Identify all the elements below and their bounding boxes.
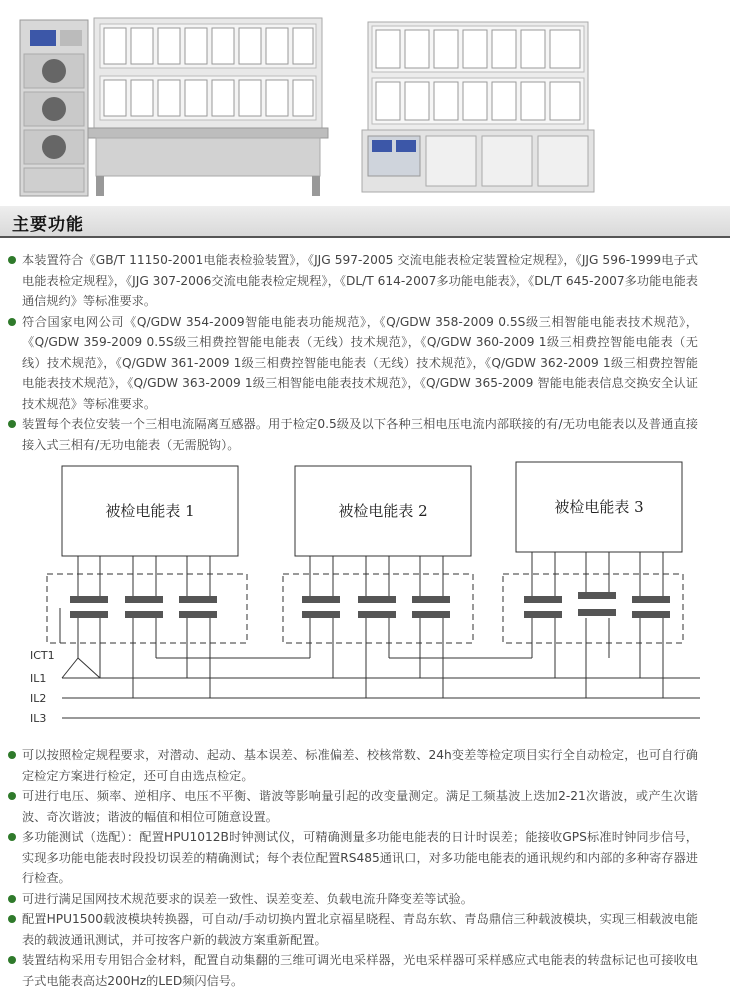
ct-group-1 [47, 574, 247, 643]
il1-label: IL1 [30, 672, 47, 685]
feature-list-bottom [8, 745, 698, 991]
feature-text: 可进行电压、频率、逆相序、电压不平衡、谐波等影响量引起的改变量测定。满足工频基波上迭加2-21次谐波，或产生次谐波、奇次谐波；谐波的幅值和相位可随意设置。 [22, 789, 698, 824]
list-item [8, 909, 698, 950]
bullet-icon [8, 833, 16, 841]
meter-label-2: 被检电能表 2 [338, 502, 428, 520]
bullet-icon [8, 256, 16, 264]
bullet-icon [8, 420, 16, 428]
bullet-icon [8, 915, 16, 923]
section-title: 主要功能 [12, 215, 84, 235]
il2-label: IL2 [30, 692, 47, 705]
bullet-icon [8, 956, 16, 964]
product-photo-illustration [0, 0, 730, 205]
list-item [8, 786, 698, 827]
list-item [8, 889, 698, 910]
section-header [0, 206, 730, 238]
bullet-icon [8, 792, 16, 800]
feature-text: 可以按照检定规程要求，对潜动、起动、基本误差、标准偏差、校核常数、24h变差等检定项目实行全自动检定，也可自行确定检定方案进行检定，还可自由选点检定。 [22, 748, 698, 783]
list-item [8, 950, 698, 991]
list-item [8, 745, 698, 786]
il3-label: IL3 [30, 712, 47, 725]
feature-text: 本装置符合《GB/T 11150-2001电能表检验装置》，《JJG 597-2005 交流电能表检定装置检定规程》，《JJG 596-1999电子式电能表检定规程》，《JJG 307-2006交流电能表检定规程》，《DL/T 614-2007多功能电能表》，《DL/T 645-2007多功能电能表通信规约》等标准要求。 [22, 253, 698, 308]
meter-label-3: 被检电能表 3 [554, 498, 644, 516]
bullet-icon [8, 895, 16, 903]
ict-label: ICT1 [30, 649, 55, 662]
feature-list-top [8, 250, 698, 455]
feature-text: 符合国家电网公司《Q/GDW 354-2009智能电能表功能规范》，《Q/GDW 358-2009 0.5S级三相智能电能表技术规范》，《Q/GDW 359-2009 0.5S级三相费控智能电能表（无线）技术规范》，《Q/GDW 360-2009 1级三相费控智能电能表（无线）技术规范》，《Q/GDW 361-2009 1级三相费控智能电能表（无线）技术规范》，《Q/GDW 362-2009 1级三相费控智能电能表技术规范》，《Q/GDW 363-2009 1级三相智能电能表技术规范》，《Q/GDW 365-2009 智能电能表信息交换安全认证技术规范》等标准要求。 [22, 314, 698, 411]
list-item [8, 414, 698, 455]
list-item [8, 250, 698, 312]
feature-text: 装置每个表位安装一个三相电流隔离互感器。用于检定0.5级及以下各种三相电压电流内部联接的有/无功电能表以及普通直接接入式三相有/无功电能表（无需脱钩）。 [22, 417, 698, 452]
feature-text: 装置结构采用专用铝合金材料，配置自动集翻的三维可调光电采样器，光电采样器可采样感应式电能表的转盘标记也可接收电子式电能表高达200Hz的LED频闪信号。 [22, 953, 698, 988]
bullet-icon [8, 318, 16, 326]
list-item [8, 827, 698, 889]
ct-group-2 [283, 574, 473, 643]
feature-text: 配置HPU1500载波模块转换器，可自动/手动切换内置北京福星晓程、青岛东软、青岛鼎信三种载波模块，实现三相载波电能表的载波通讯测试，并可按客户新的载波方案重新配置。 [22, 912, 698, 947]
bullet-icon [8, 751, 16, 759]
wiring-diagram [0, 458, 730, 738]
ct-cores [70, 592, 670, 618]
ct-group-3 [503, 574, 683, 643]
list-item [8, 312, 698, 415]
product-photos [0, 0, 730, 205]
meter-label-1: 被检电能表 1 [105, 502, 195, 520]
feature-text: 可进行满足国网技术规范要求的误差一致性、误差变差、负载电流升降变差等试验。 [22, 891, 473, 906]
feature-text: 多功能测试（选配）：配置HPU1012B时钟测试仪，可精确测量多功能电能表的日计时误差；能接收GPS标准时钟同步信号，实现多功能电能表时段投切误差的精确测试；每个表位配置RS485通讯口，对多功能电能表的通讯规约和内部的多种寄存器进行检查。 [22, 830, 698, 885]
